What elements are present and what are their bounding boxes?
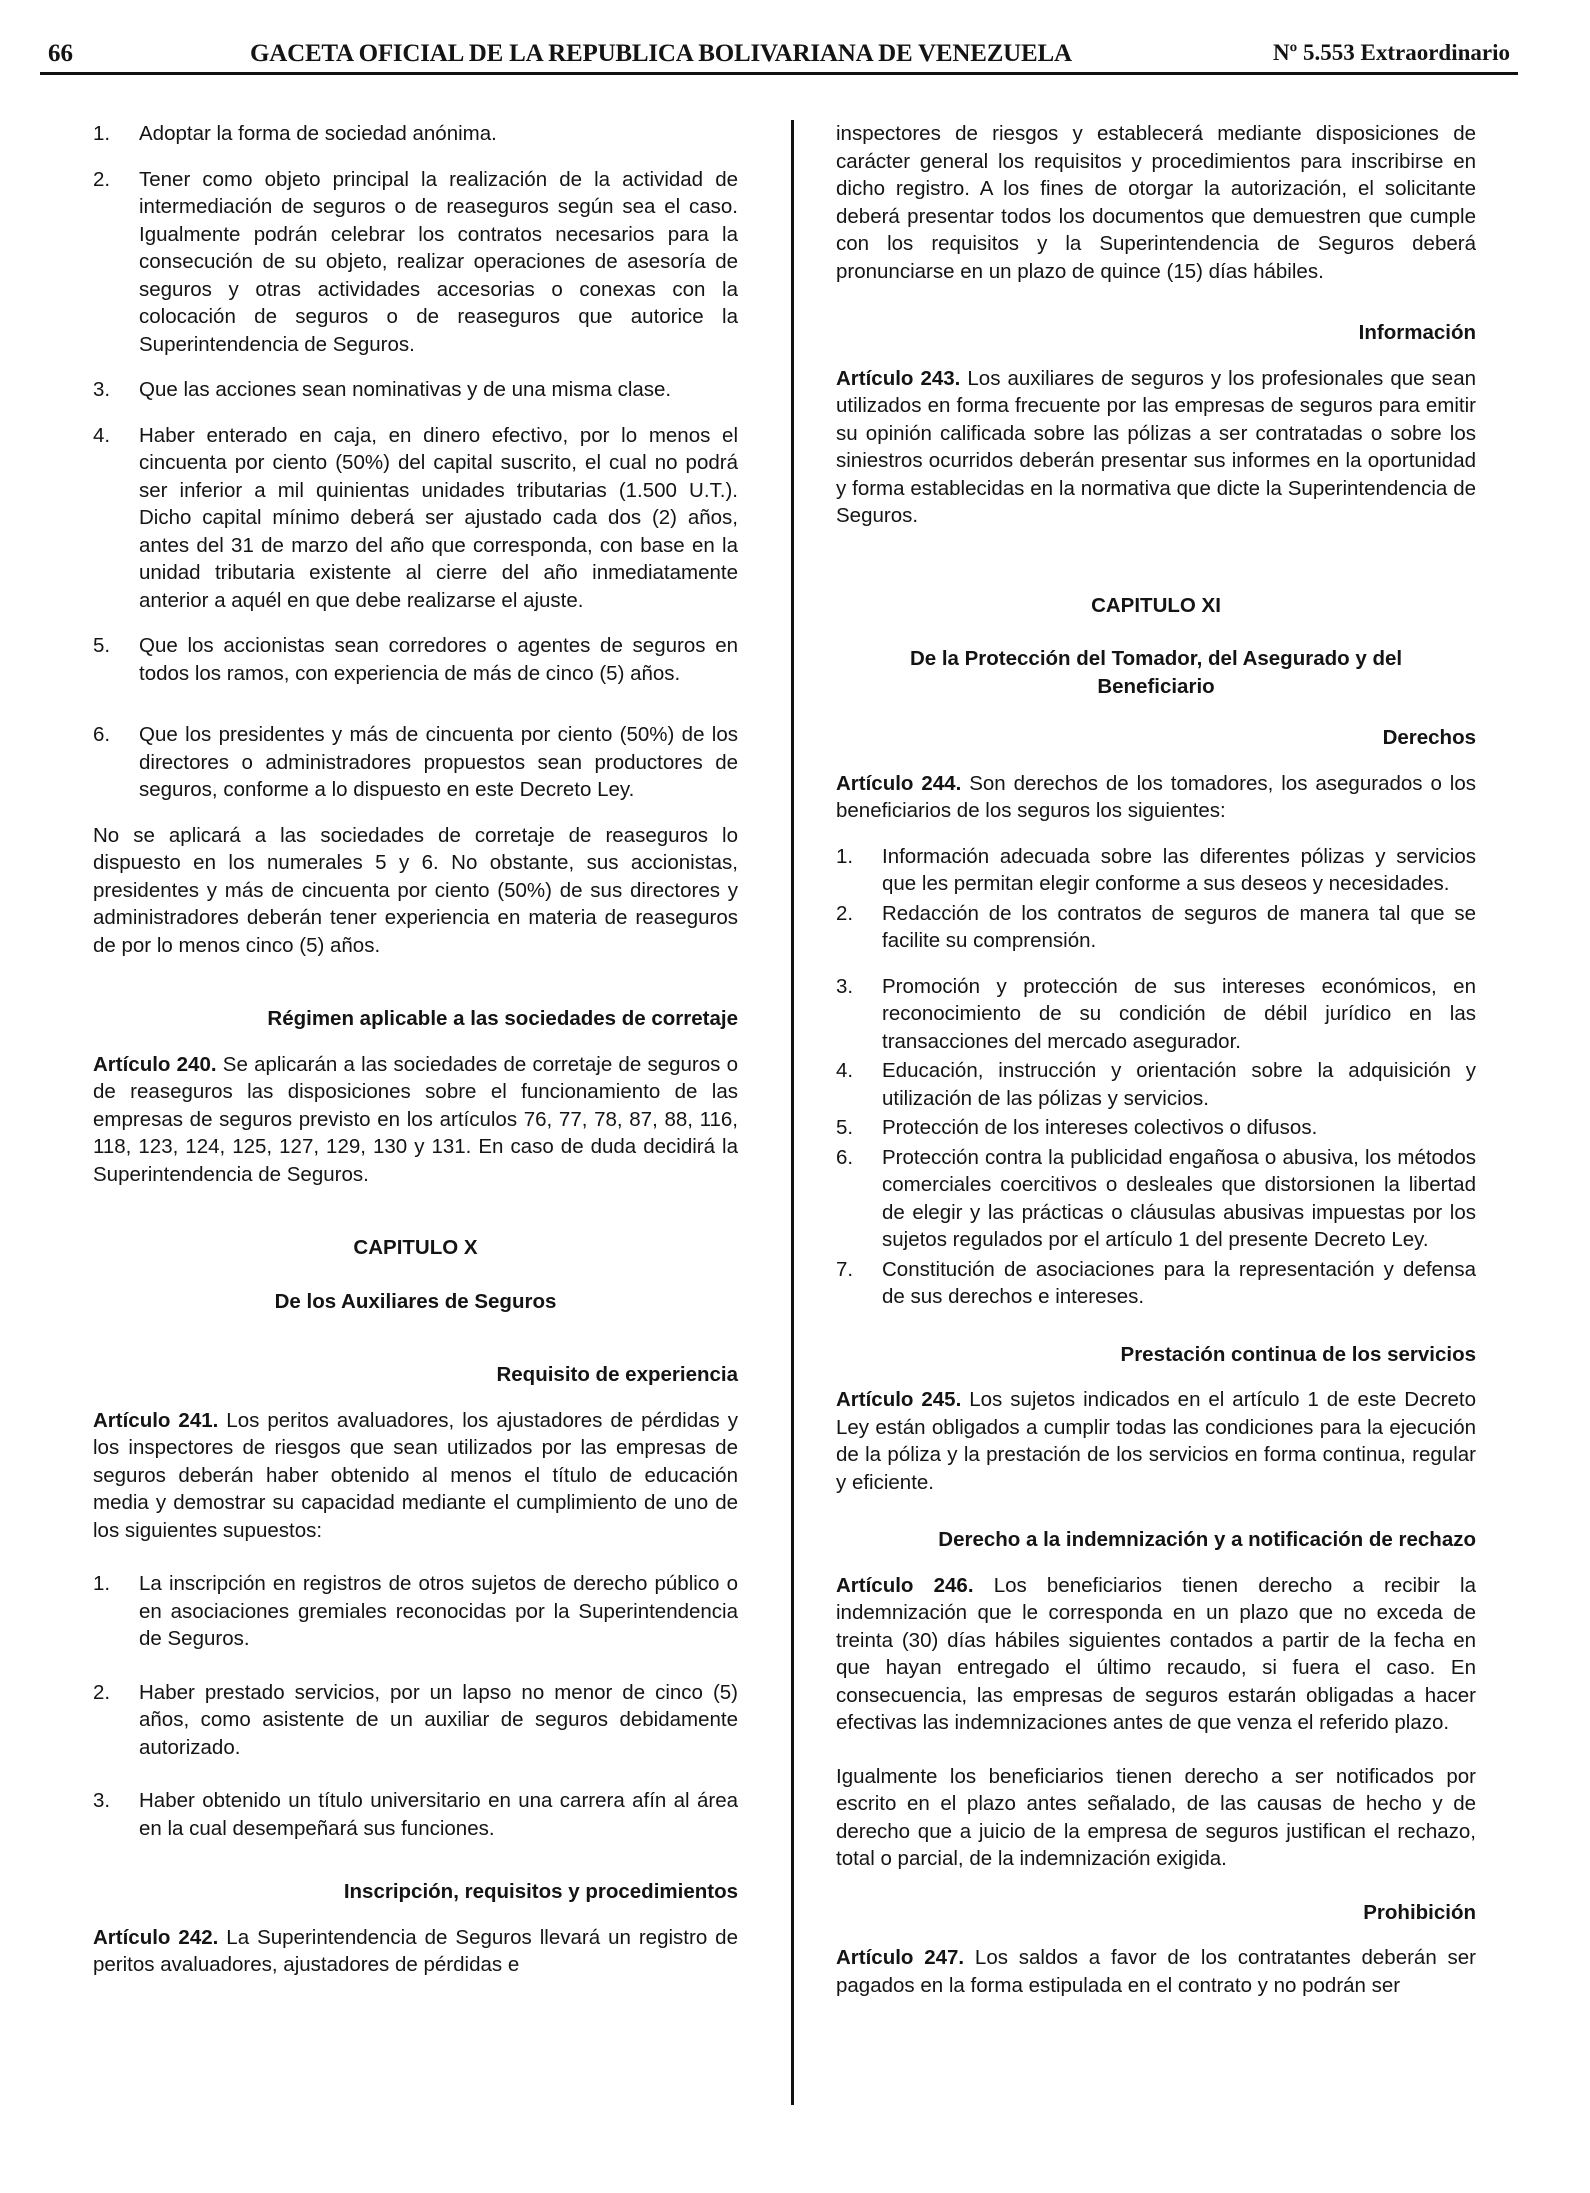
chapter-x-title: De los Auxiliares de Seguros [274, 1289, 557, 1313]
list-item: 2. Tener como objeto principal la realización de la actividad de intermediación de seguros o de reaseguros según sea el caso. Igualmente podrán celebrar los contratos necesarios para la consecución de su objeto, realizar operaciones de asesoría de seguros y otras actividades accesorias o conexas con la colocación de seguros o de reaseguros que autorice la Superintendencia de Seguros. [93, 167, 738, 356]
list-item: 7. Constitución de asociaciones para la representación y defensa de sus derechos e intereses. [836, 1257, 1476, 1308]
article-label: Artículo 242. [93, 1925, 219, 1949]
article-246: Artículo 246. Los beneficiarios tienen derecho a recibir la indemnización que le corresponda en un plazo que no exceda de treinta (30) días hábiles siguientes contados a partir de la fecha en que hayan entregado el último recaudo, si fuera el caso. En consecuencia, las empresas de seguros estarán obligadas a hacer efectivas las indemnizaciones antes de que venza el referido plazo. [836, 1573, 1477, 1734]
header-rule [40, 72, 1518, 75]
chapter-xi-heading: CAPITULO XI [1091, 593, 1221, 617]
article-label: Artículo 247. [836, 1946, 965, 1969]
page-number: 66 [48, 40, 73, 67]
list-item: 1. La inscripción en registros de otros sujetos de derecho público o en asociaciones gremiales reconocidas por la Superintendencia de Seguros. [93, 1572, 738, 1650]
article-243: Artículo 243. Los auxiliares de seguros y los profesionales que sean utilizados en forma frecuente por las empresas de seguros para emitir su opinión calificada sobre las pólizas a ser contratadas o sobre los siniestros ocurridos deberán presentar sus informes en la oportunidad y forma establecidas en la normativa que dicte la Superintendencia de Seguros. [836, 366, 1476, 527]
list-item: 5. Protección de los intereses colectivos o difusos. [836, 1116, 1318, 1139]
chapter-xi-title: De la Protección del Tomador, del Asegurado y del Beneficiario [909, 647, 1403, 698]
article-label: Artículo 246. [836, 1573, 974, 1597]
issue-number: Nº 5.553 Extraordinario [1273, 40, 1510, 65]
section-heading-requisito: Requisito de experiencia [496, 1363, 738, 1386]
article-label: Artículo 245. [836, 1388, 962, 1411]
list-item: 4. Haber enterado en caja, en dinero efectivo, por lo menos el cincuenta por ciento (50%) del capital suscrito, el cual no podrá ser inferior a mil quinientas unidades tributarias (1.500 U.T.). Dicho capital mínimo deberá ser ajustado cada dos (2) años, antes del 31 de marzo del año que corresponda, con base en la unidad tributaria existente al cierre del año inmediatamente anterior a aquél en que debe realizarse el ajuste. [93, 423, 738, 612]
section-heading-inscripcion: Inscripción, requisitos y procedimientos [343, 1880, 738, 1903]
article-245: Artículo 245. Los sujetos indicados en el artículo 1 de este Decreto Ley están obligados a cumplir todas las condiciones para la ejecución de la póliza y la prestación de los servicios en forma continua, regular y eficiente. [836, 1388, 1477, 1494]
list-item: 3. Promoción y protección de sus intereses económicos, en reconocimiento de su condición de débil jurídico en las transacciones del mercado asegurador. [836, 974, 1476, 1053]
list-item: 6. Protección contra la publicidad engañosa o abusiva, los métodos comerciales coercitivos o desleales que distorsionen la libertad de elegir y las prácticas o cláusulas abusivas impuestas por los sujetos regulados por el artículo 1 del presente Decreto Ley. [836, 1145, 1476, 1251]
article-242: Artículo 242. La Superintendencia de Seguros llevará un registro de peritos avaluadores, ajustadores de pérdidas e [93, 1925, 738, 1976]
list-item: 3. Que las acciones sean nominativas y de una misma clase. [93, 378, 672, 401]
list-item: 4. Educación, instrucción y orientación sobre la adquisición y utilización de las pólizas y servicios. [836, 1059, 1476, 1110]
list-item: 5. Que los accionistas sean corredores o agentes de seguros en todos los ramos, con experiencia de más de cinco (5) años. [93, 634, 738, 685]
list-item: 1. Información adecuada sobre las diferentes pólizas y servicios que les permitan elegir conforme a sus deseos y necesidades. [836, 844, 1476, 895]
article-240: Artículo 240. Se aplicarán a las sociedades de corretaje de seguros o de reaseguros las disposiciones sobre el funcionamiento de las empresas de seguros previsto en los artículos 76, 77, 78, 87, 88, 116, 118, 123, 124, 125, 127, 129, 130 y 131. En caso de duda decidirá la Superintendencia de Seguros. [93, 1052, 738, 1186]
article-242-continued: inspectores de riesgos y establecerá mediante disposiciones de carácter general los requisitos y procedimientos para inscribirse en dicho registro. A los fines de otorgar la autorización, el solicitante deberá presentar todos los documentos que demuestren que cumple con los requisitos y la Superintendencia de Seguros deberá pronunciarse en un plazo de quince (15) días hábiles. [836, 122, 1476, 283]
article-247: Artículo 247. Los saldos a favor de los contratantes deberán ser pagados en la forma estipulada en el contrato y no podrán ser [836, 1946, 1476, 1997]
article-label: Artículo 240. [93, 1052, 217, 1076]
section-heading-regimen: Régimen aplicable a las sociedades de corretaje [267, 1007, 738, 1030]
article-label: Artículo 243. [836, 366, 961, 390]
section-heading-indemnizacion: Derecho a la indemnización y a notificación de rechazo [938, 1528, 1476, 1551]
article-label: Artículo 241. [93, 1408, 219, 1432]
article-244: Artículo 244. Son derechos de los tomadores, los asegurados o los beneficiarios de los seguros los siguientes: [836, 771, 1476, 822]
list-item: 2. Haber prestado servicios, por un lapso no menor de cinco (5) años, como asistente de un auxiliar de seguros debidamente autorizado. [93, 1680, 738, 1759]
list-item: 3. Haber obtenido un título universitario en una carrera afín al área en la cual desempeñará sus funciones. [93, 1789, 738, 1840]
article-246-paragraph-2: Igualmente los beneficiarios tienen derecho a ser notificados por escrito en el plazo antes señalado, de las causas de hecho y de derecho que a juicio de la empresa de seguros justifican el rechazo, total o parcial, de la indemnización exigida. [836, 1764, 1476, 1870]
list-item: 2. Redacción de los contratos de seguros de manera tal que se facilite su comprensión. [836, 901, 1476, 952]
section-heading-derechos: Derechos [1382, 726, 1476, 749]
rights-list [836, 843, 1476, 1311]
article-241: Artículo 241. Los peritos avaluadores, los ajustadores de pérdidas y los inspectores de riesgos que sean utilizados por las empresas de seguros deberán haber obtenido al menos el título de educación media y demostrar su capacidad mediante el cumplimiento de uno de los siguientes supuestos: [93, 1408, 738, 1542]
section-heading-informacion: Información [1358, 321, 1476, 344]
article-label: Artículo 244. [836, 771, 962, 795]
gazette-title: GACETA OFICIAL DE LA REPUBLICA BOLIVARIANA DE VENEZUELA [250, 40, 1072, 67]
right-column [836, 120, 1476, 2017]
list-item: 6. Que los presidentes y más de cincuenta por ciento (50%) de los directores o administradores propuestos sean productores de seguros, conforme a lo dispuesto en este Decreto Ley. [93, 723, 738, 801]
chapter-x-heading: CAPITULO X [353, 1236, 478, 1259]
left-column [93, 120, 738, 1997]
paragraph-reaseguros: No se aplicará a las sociedades de corretaje de reaseguros lo dispuesto en los numerales 5 y 6. No obstante, sus accionistas, presidentes y más de cincuenta por ciento (50%) de sus directores y administradores deberán tener experiencia en materia de reaseguros de por lo menos cinco (5) años. [93, 823, 738, 957]
column-divider [791, 120, 794, 2105]
section-heading-prestacion: Prestación continua de los servicios [1120, 1342, 1476, 1366]
section-heading-prohibicion: Prohibición [1363, 1900, 1476, 1924]
list-item: 1. Adoptar la forma de sociedad anónima. [93, 122, 497, 145]
